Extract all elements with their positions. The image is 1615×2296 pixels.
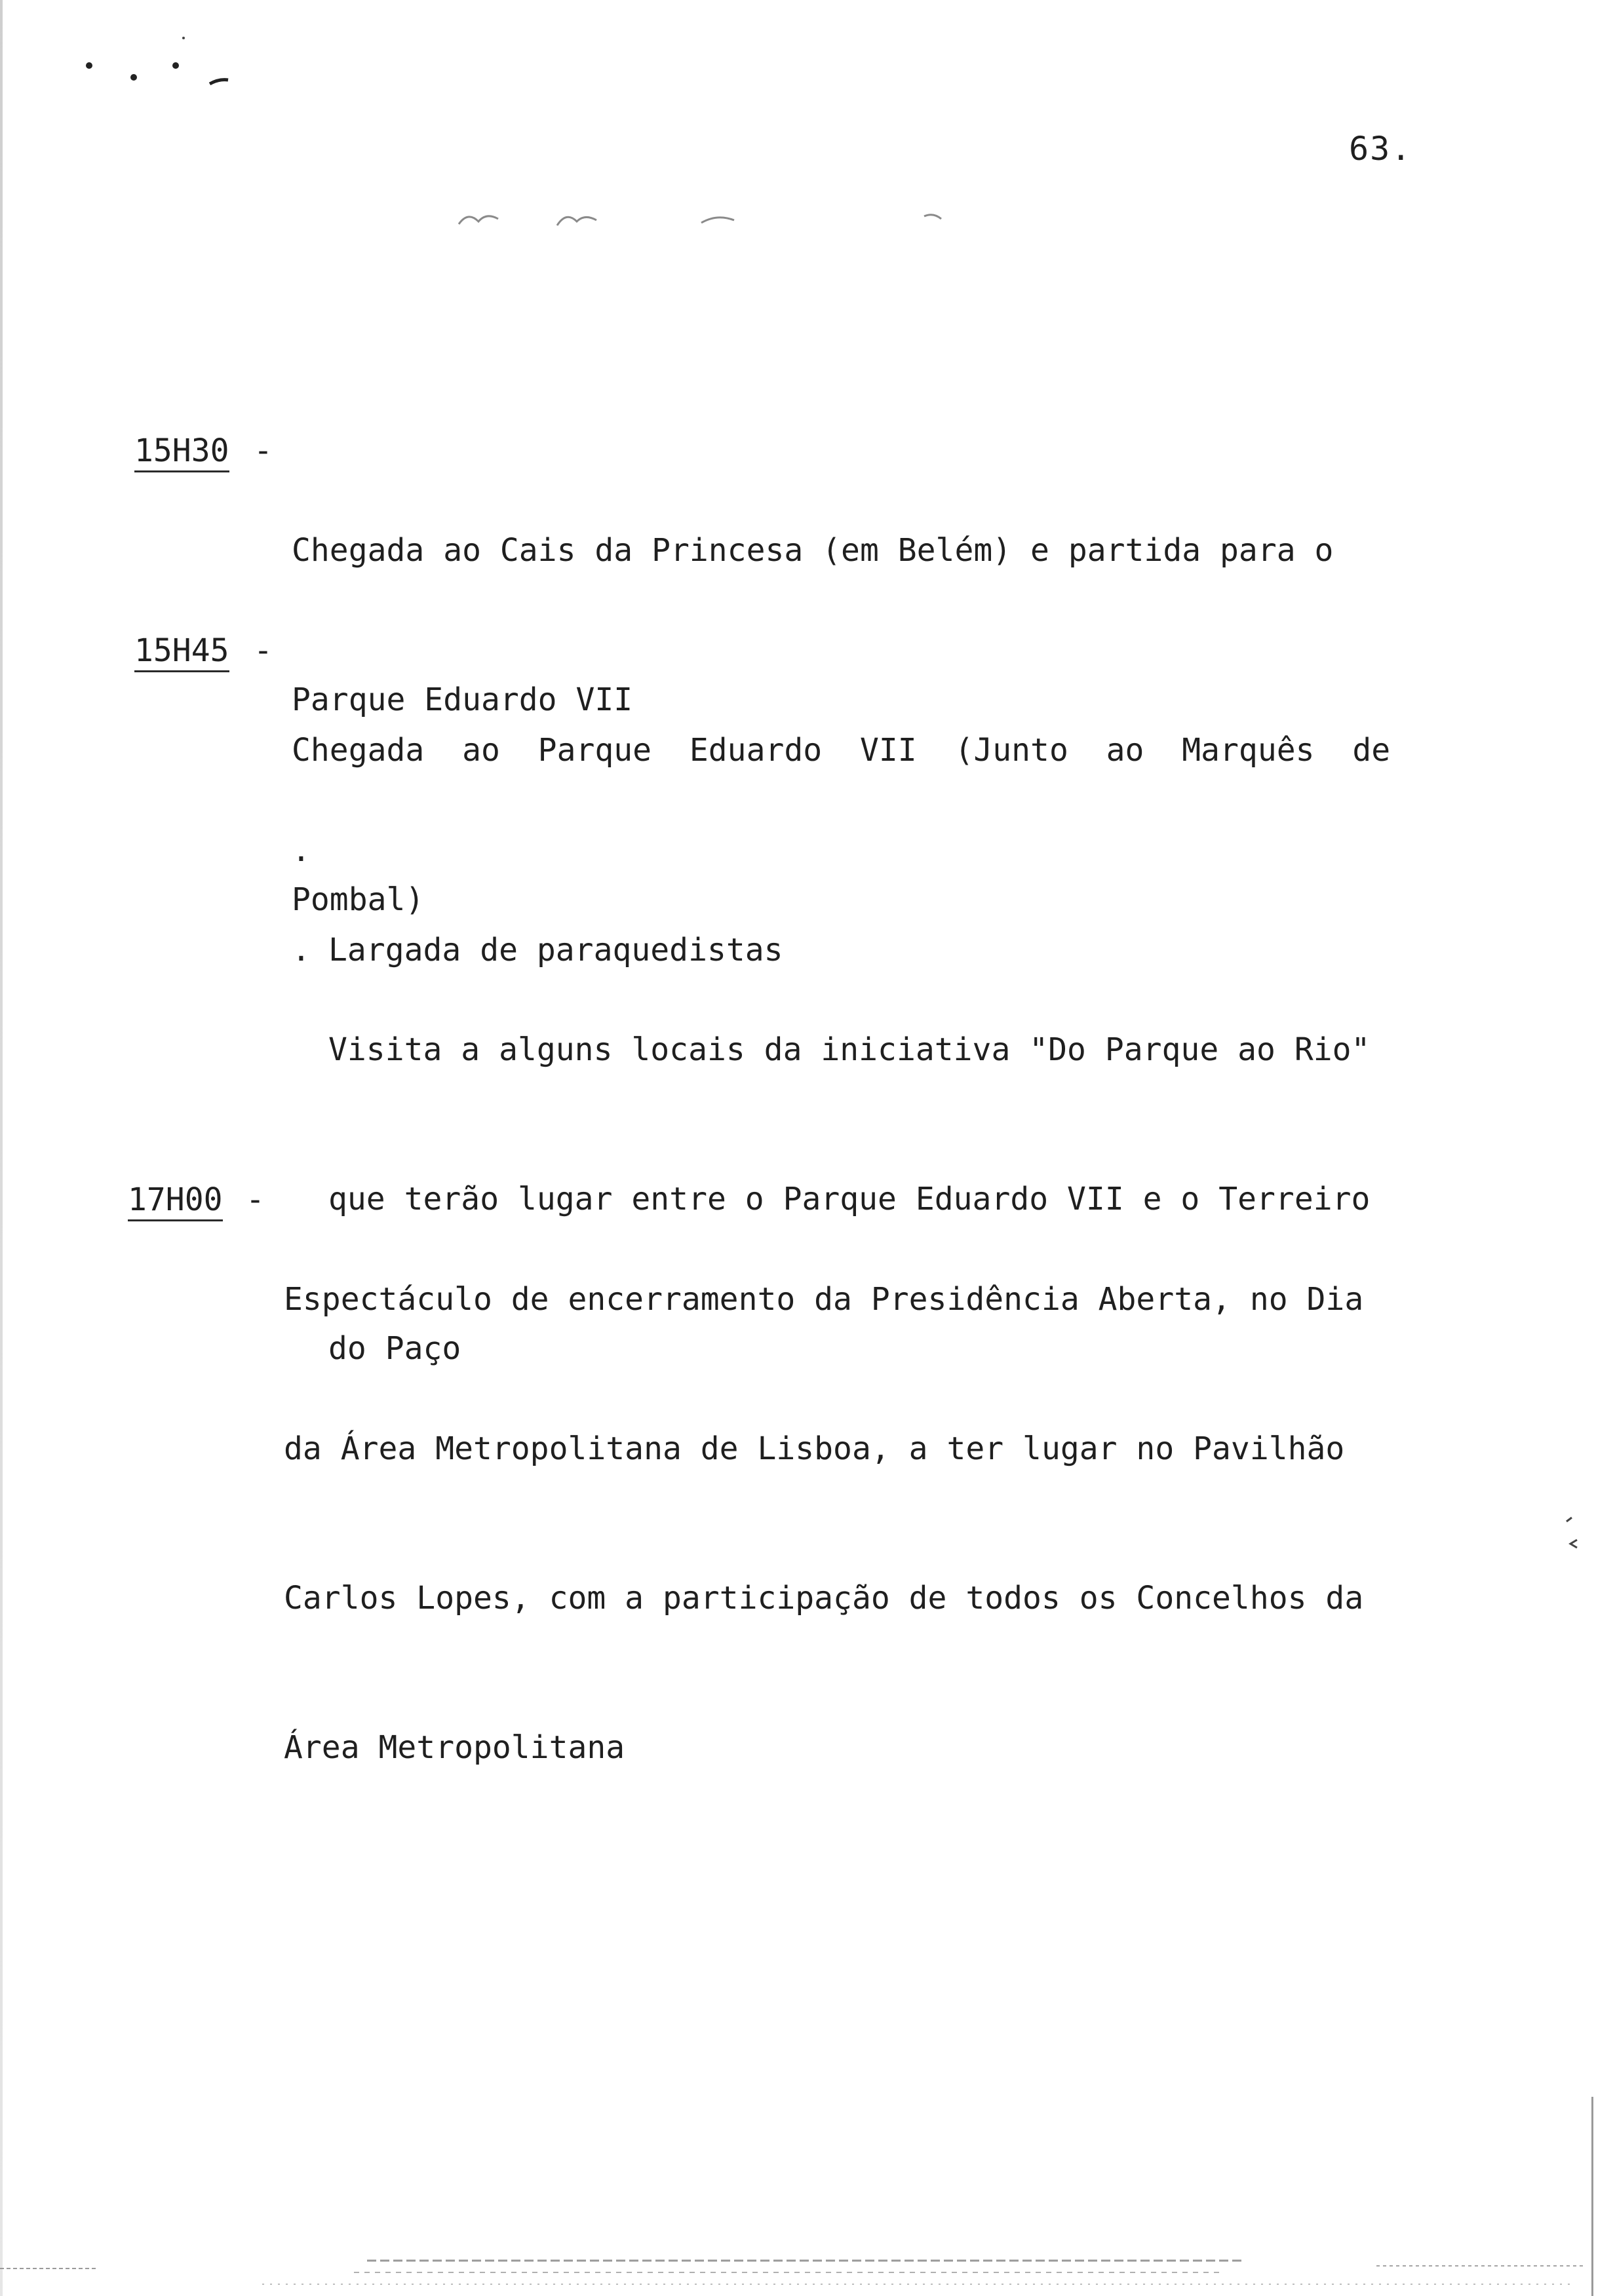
bullet-line: Visita a alguns locais da iniciativa "Do Parque ao Rio" xyxy=(328,1031,1371,1068)
entry-time: 17H00 xyxy=(128,1175,223,1221)
entry-line: Pombal) xyxy=(292,881,425,918)
scan-noise xyxy=(0,2254,1615,2296)
scan-specks xyxy=(79,20,249,98)
bullet-marker: . xyxy=(292,932,311,968)
entry-line: da Área Metropolitana de Lisboa, a ter lugar no Pavilhão xyxy=(284,1430,1345,1467)
bullet-line: que terão lugar entre o Parque Eduardo VII e o Terreiro xyxy=(328,1181,1371,1217)
entry-line: Chegada ao Cais da Princesa (em Belém) e partida para o xyxy=(292,532,1334,569)
entry-line: Carlos Lopes, com a participação de todos os Concelhos da xyxy=(284,1580,1364,1617)
bullet-line: Largada de paraquedistas xyxy=(328,932,783,968)
entry-line: Espectáculo de encerramento da Presidência Aberta, no Dia xyxy=(284,1281,1364,1318)
entry-line: Chegada ao Parque Eduardo VII (Junto ao Marquês de xyxy=(292,732,1391,769)
page-number: 63. xyxy=(1349,130,1412,168)
entry-dash: - xyxy=(254,432,273,469)
margin-tick-mark xyxy=(1560,1514,1586,1553)
bullet-line: do Paço xyxy=(328,1330,461,1367)
entry-line: Parque Eduardo VII xyxy=(292,681,633,718)
entry-time: 15H30 xyxy=(134,426,229,472)
bullet-marker: . xyxy=(292,832,311,869)
faded-scribble xyxy=(452,197,990,269)
entry-dash: - xyxy=(254,632,273,669)
entry-time: 15H45 xyxy=(134,626,229,672)
entry-description xyxy=(284,1175,1363,1872)
page-left-edge xyxy=(0,0,3,2296)
entry-dash: - xyxy=(246,1181,265,1218)
entry-line: Área Metropolitana xyxy=(284,1729,625,1766)
